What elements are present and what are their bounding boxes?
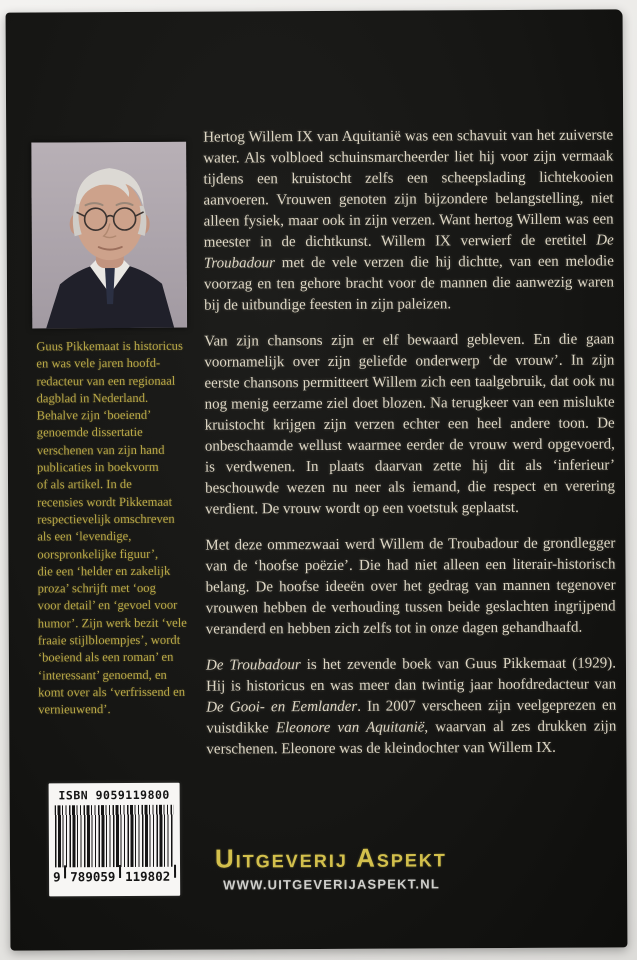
publisher-website: WWW.UITGEVERIJASPEKT.NL [223, 876, 440, 893]
ean-number-row [53, 867, 176, 886]
ean-digit-group: 789059 [70, 869, 116, 885]
blurb-paragraph-1: Hertog Willem IX van Aquitanië was een schavuit van het zuiverste water. Als volbloed schuinsmarcheerder liet hij voor zijn vermaak tijdens een kruistocht zelfs een scheepslading lichtekooien aanvoeren. Vrouwen genoten zijn bijzondere belangstelling, niet alleen fysiek, maar ook in zijn verzen. Want hertog Willem was een meester in de dichtkunst. Willem IX verwierf de eretitel De Troubadour met de vele verzen die hij dichtte, van een melodie voorzag en ten gehore bracht voor de mannen die aanwezig waren bij de uitbundige feesten in zijn paleizen. [203, 127, 615, 314]
author-portrait-illustration [31, 142, 187, 329]
barcode-guard-bar [119, 865, 121, 878]
ean-digit-group: 119802 [125, 868, 171, 885]
publisher-logo: Uitgeverij Aspekt [214, 842, 447, 874]
author-bio-text: Guus Pikkemaat is historicus en was vele jaren hoofd- redacteur van een regionaal dagblad in Nederland. Behalve zijn ‘boeiend’ genoemde dissertatie verschenen van zijn hand publicaties in boekvorm of als artikel. In de recensies wordt Pikkemaat respectievelijk omschreven als een ‘levendige, oorspronkelijke figuur’, die een ‘helder en zakelijk proza’ schrijft met ‘oog voor detail’ en ‘gevoel voor humor’. Zijn werk bezit ‘vele fraaie stijlbloempjes’, wordt ‘boeiend als een roman’ en ‘interessant’ genoemd, en komt over als ‘verfrissend en vernieuwend’. [36, 338, 187, 717]
blurb-paragraph-4: De Troubadour is het zevende boek van Guus Pikkemaat (1929). Hij is historicus en was meer dan twintig jaar hoofdredacteur van De Gooi- en Eemlander. In 2007 verscheen zijn veelgeprezen en vuistdikke Eleonore van Aquitanië, waarvan al zes drukken zijn verschenen. Eleonore was de kleindochter van Willem IX. [205, 655, 617, 758]
back-cover-blurb [203, 125, 616, 775]
barcode-guard-bar [64, 865, 66, 878]
ean-digit-group: 9 [53, 869, 61, 885]
barcode-bars [55, 805, 174, 868]
blurb-paragraph-3: Met deze ommezwaai werd Willem de Troubadour de grondlegger van de ‘hoofse poëzie’. Die had niet alleen een literair-historisch belang. De hoofse ideeën over het gedrag van mannen tegenover vrouwen hebben de verhouding tussen beide geslachten ingrijpend veranderd en hebben zich zelfs tot in onze dagen gehandhaafd. [205, 535, 616, 638]
author-portrait [31, 142, 187, 329]
book-back-cover [6, 9, 628, 950]
barcode-guard-bar [174, 865, 176, 878]
isbn-number-label: ISBN 9059119800 [58, 787, 170, 803]
blurb-paragraph-2: Van zijn chansons zijn er elf bewaard gebleven. En die gaan voornamelijk over zijn geliefde onderwerp ‘de vrouw’. In zijn eerste chansons permitteert Willem zich een taalgebruik, dat ook nu nog menig eerzame ziel doet blozen. Na terugkeer van een mislukte kruistocht krijgen zijn verzen echter een heel andere toon. De onbeschaamde wellust waarmee eerder de vrouw werd opgevoerd, is verdwenen. In plaats daarvan zette hij dit als ‘inferieur’ beschouwde wezen nu neer als iemand, die respect en verering verdient. De vrouw wordt op een voetstuk geplaatst. [204, 331, 616, 518]
publisher-block [215, 842, 447, 892]
isbn-barcode [49, 783, 181, 897]
